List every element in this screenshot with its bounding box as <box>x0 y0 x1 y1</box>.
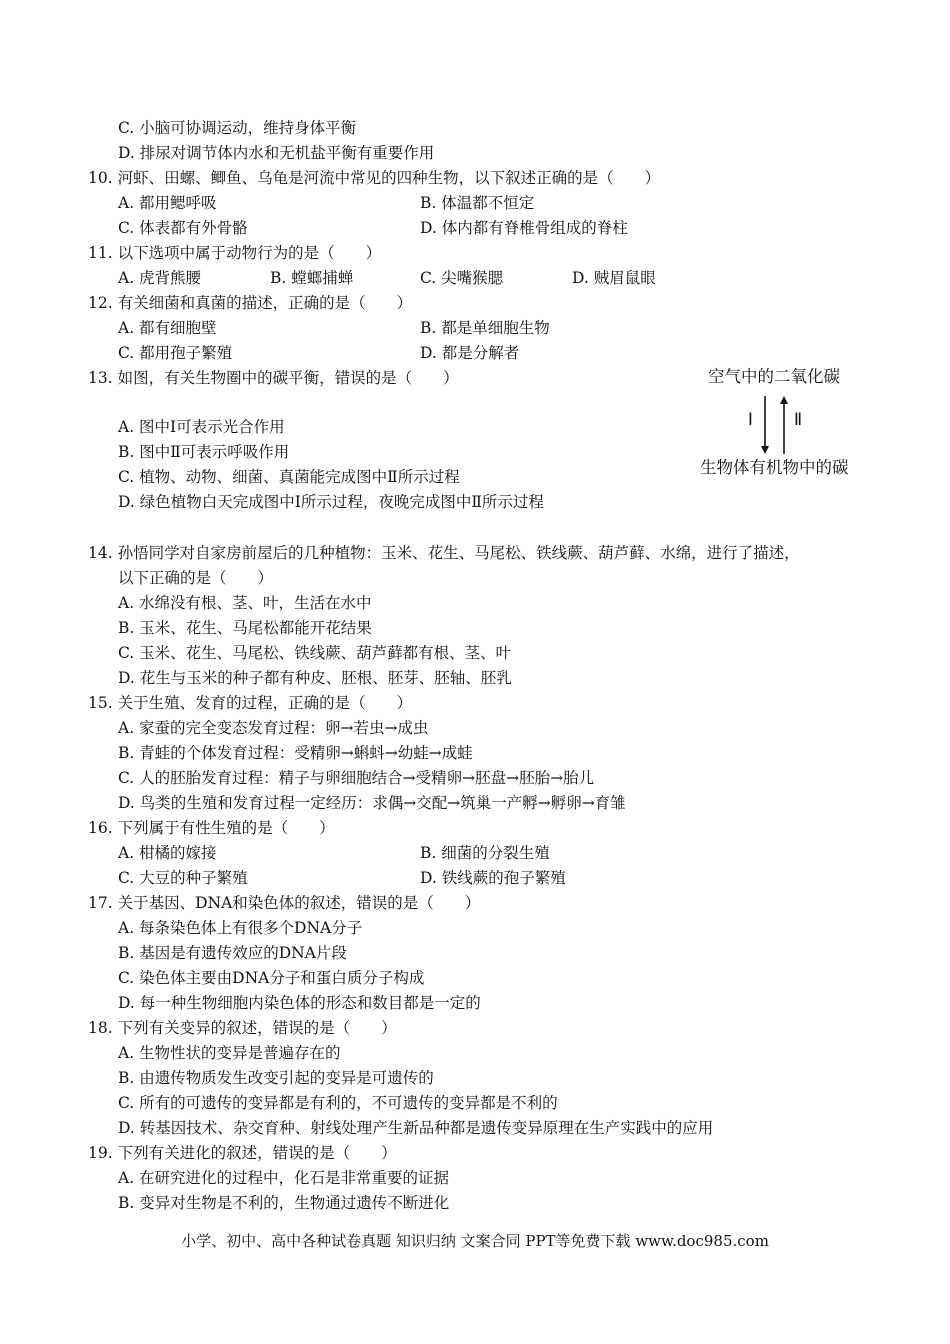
answer-option: B. 青蛙的个体发育过程：受精卵→蝌蚪→幼蛙→成蛙 <box>118 744 473 762</box>
answer-option: B. 由遗传物质发生改变引起的变异是可遗传的 <box>118 1069 434 1087</box>
answer-option: A. 图中Ⅰ可表示光合作用 <box>118 418 285 436</box>
answer-option: D. 转基因技术、杂交育种、射线处理产生新品种都是遗传变异原理在生产实践中的应用 <box>118 1119 714 1137</box>
answer-option: D. 排尿对调节体内水和无机盐平衡有重要作用 <box>118 144 435 162</box>
answer-option: A. 在研究进化的过程中，化石是非常重要的证据 <box>118 1169 450 1187</box>
diagram-arrow-up-label: Ⅱ <box>794 410 803 429</box>
diagram-top-label: 空气中的二氧化碳 <box>708 367 840 386</box>
diagram-arrow-down-label: Ⅰ <box>748 410 753 429</box>
arrow-up-icon <box>780 396 788 454</box>
answer-option: D. 花生与玉米的种子都有种皮、胚根、胚芽、胚轴、胚乳 <box>118 669 512 687</box>
answer-option: C. 尖嘴猴腮 <box>420 269 504 287</box>
answer-option: D. 鸟类的生殖和发育过程一定经历：求偶→交配→筑巢一产孵→孵卵→育雏 <box>118 794 626 812</box>
answer-option: B. 体温都不恒定 <box>420 194 535 212</box>
question-stem: 14. 孙悟同学对自家房前屋后的几种植物：玉米、花生、马尾松、铁线蕨、葫芦藓、水绵，进行了描述， <box>88 544 800 562</box>
page-footer: 小学、初中、高中各种试卷真题 知识归纳 文案合同 PPT等免费下载 www.doc985.com <box>181 1232 769 1250</box>
answer-option: A. 柑橘的嫁接 <box>118 844 217 862</box>
answer-option: B. 基因是有遗传效应的DNA片段 <box>118 944 347 962</box>
question-stem: 15. 关于生殖、发育的过程，正确的是（ ） <box>88 694 413 712</box>
answer-option: A. 水绵没有根、茎、叶，生活在水中 <box>118 594 372 612</box>
question-stem: 13. 如图，有关生物圈中的碳平衡，错误的是（ ） <box>88 369 459 387</box>
answer-option: C. 大豆的种子繁殖 <box>118 869 248 887</box>
question-stem: 16. 下列属于有性生殖的是（ ） <box>88 819 335 837</box>
answer-option: A. 每条染色体上有很多个DNA分子 <box>118 919 363 937</box>
answer-option: A. 生物性状的变异是普遍存在的 <box>118 1044 341 1062</box>
answer-option: 以下正确的是（ ） <box>118 569 274 587</box>
diagram-bottom-label: 生物体有机物中的碳 <box>700 458 849 477</box>
answer-option: C. 植物、动物、细菌、真菌能完成图中Ⅱ所示过程 <box>118 468 460 486</box>
answer-option: D. 绿色植物白天完成图中Ⅰ所示过程，夜晚完成图中Ⅱ所示过程 <box>118 493 544 511</box>
answer-option: A. 都有细胞壁 <box>118 319 217 337</box>
answer-option: C. 所有的可遗传的变异都是有利的，不可遗传的变异都是不利的 <box>118 1094 558 1112</box>
answer-option: C. 人的胚胎发育过程：精子与卵细胞结合→受精卵→胚盘→胚胎→胎儿 <box>118 769 595 787</box>
answer-option: D. 铁线蕨的孢子繁殖 <box>420 869 566 887</box>
answer-option: B. 变异对生物是不利的，生物通过遗传不断进化 <box>118 1194 450 1212</box>
arrow-down-icon <box>761 396 769 454</box>
answer-option: C. 小脑可协调运动，维持身体平衡 <box>118 119 357 137</box>
answer-option: B. 都是单细胞生物 <box>420 319 550 337</box>
answer-option: D. 贼眉鼠眼 <box>572 269 656 287</box>
answer-option: D. 都是分解者 <box>420 344 520 362</box>
answer-option: D. 每一种生物细胞内染色体的形态和数目都是一定的 <box>118 994 481 1012</box>
answer-option: B. 玉米、花生、马尾松都能开花结果 <box>118 619 372 637</box>
question-stem: 18. 下列有关变异的叙述，错误的是（ ） <box>88 1019 397 1037</box>
answer-option: B. 图中Ⅱ可表示呼吸作用 <box>118 443 290 461</box>
answer-option: C. 玉米、花生、马尾松、铁线蕨、葫芦藓都有根、茎、叶 <box>118 644 512 662</box>
answer-option: A. 家蚕的完全变态发育过程：卵→若虫→成虫 <box>118 719 429 737</box>
answer-option: B. 细菌的分裂生殖 <box>420 844 550 862</box>
question-stem: 19. 下列有关进化的叙述，错误的是（ ） <box>88 1144 397 1162</box>
answer-option: C. 染色体主要由DNA分子和蛋白质分子构成 <box>118 969 425 987</box>
answer-option: C. 体表都有外骨骼 <box>118 219 248 237</box>
question-stem: 10. 河虾、田螺、鲫鱼、乌龟是河流中常见的四种生物，以下叙述正确的是（ ） <box>88 169 661 187</box>
answer-option: D. 体内都有脊椎骨组成的脊柱 <box>420 219 628 237</box>
answer-option: C. 都用孢子繁殖 <box>118 344 233 362</box>
answer-option: A. 都用鳃呼吸 <box>118 194 217 212</box>
question-stem: 12. 有关细菌和真菌的描述，正确的是（ ） <box>88 294 413 312</box>
answer-option: B. 螳螂捕蝉 <box>270 269 354 287</box>
question-stem: 11. 以下选项中属于动物行为的是（ ） <box>88 244 382 262</box>
answer-option: A. 虎背熊腰 <box>118 269 202 287</box>
question-stem: 17. 关于基因、DNA和染色体的叙述，错误的是（ ） <box>88 894 481 912</box>
carbon-cycle-diagram <box>700 364 870 484</box>
